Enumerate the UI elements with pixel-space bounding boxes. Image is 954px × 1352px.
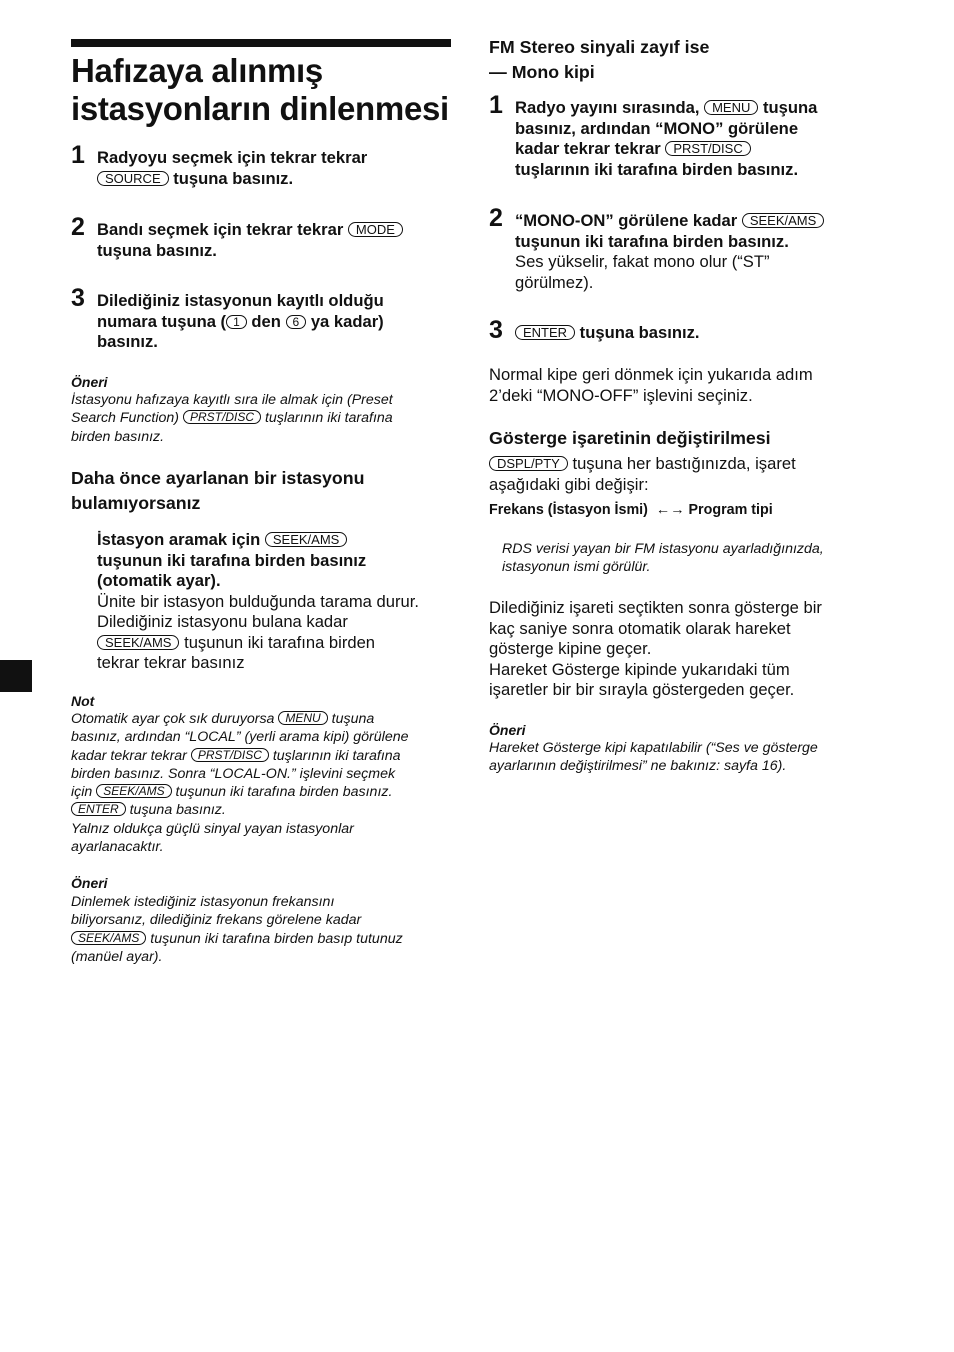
step-number: 2 [71,213,85,241]
step-line: tuşlarının iki tarafına birden basınız. [515,159,799,179]
body-line: 2’deki “MONO-OFF” işlevini seçiniz. [489,385,753,405]
tip-line: İstasyonu hafızaya kayıtlı sıra ile almak için (Preset [71,392,393,408]
note-line: birden basınız. Sonra “LOCAL-ON.” işlevini seçmek [71,765,396,782]
note-line: tuşuna basınız. [125,802,226,819]
note-line: için [71,784,97,801]
note-line: tuşunun iki tarafına birden basınız. [171,784,393,801]
key-1: 1 [226,315,247,329]
note-heading: Not [71,693,95,709]
tip-line: tuşlarının iki tarafına [261,410,393,427]
double-arrow-icon: ←→ [655,502,685,518]
heading-line: — Mono kipi [489,62,595,82]
display-cycle [489,502,879,518]
step-line: Bandı seçmek için tekrar tekrar [97,220,348,239]
auto-line: Dilediğiniz istasyonu bulana kadar [97,612,348,631]
tip-line: Search Function) [71,410,183,427]
body-line: tuşuna her bastığınızda, işaret [567,454,796,473]
dspl-pty-key: DSPL/PTY [489,456,568,471]
step-line: Dilediğiniz istasyonun kayıtlı olduğu [97,291,384,310]
auto-line: (otomatik ayar). [97,571,221,590]
tip-line: birden basınız. [71,428,165,445]
note-line: Otomatik ayar çok sık duruyorsa [71,711,279,727]
auto-line: tuşunun iki tarafına birden [179,632,376,652]
body-line: işaretler bir bir sırayla göstergeden geçer. [489,680,795,699]
display-section-heading: Gösterge işaretinin değiştirilmesi [489,428,771,448]
body-line: Normal kipe geri dönmek için yukarıda adım [489,365,813,384]
body-line: kaç saniye sonra otomatik olarak hareket [489,618,791,638]
note-line: kadar tekrar tekrar [71,747,191,764]
step-number: 3 [71,284,85,312]
step-text [515,98,885,180]
step-line: basınız. [97,332,158,351]
title-line-1: Hafızaya alınmış [71,52,323,89]
heading-line: FM Stereo sinyali zayıf ise [489,37,710,57]
auto-line: tekrar tekrar basınız [97,653,245,672]
step-line: tuşuna [758,98,818,117]
step-line: tuşuna basınız. [575,323,700,342]
tip-line: (manüel ayar). [71,948,163,965]
step-line: basınız, ardından “MONO” görülene [515,118,799,138]
key-6: 6 [286,315,307,329]
step-line: ya kadar) [306,311,384,331]
heading-line: Daha önce ayarlanan bir istasyonu [71,468,365,488]
auto-tune-paragraph [97,530,457,674]
mono-section-heading [489,35,879,85]
note-line: tuşlarının iki tarafına [268,747,401,764]
step-line: Radyoyu seçmek için tekrar tekrar [97,148,368,167]
note-line: RDS verisi yayan bir FM istasyonu ayarladığınızda, [502,541,824,557]
page-title [71,52,461,128]
frequency-label: Frekans (İstasyon İsmi) [489,502,648,518]
step-line: tuşuna basınız. [168,168,294,188]
title-line-2: istasyonların dinlenmesi [71,90,449,127]
prst-disc-key: PRST/DISC [191,748,269,762]
step-line: kadar tekrar tekrar [515,139,666,158]
tip-line: Dinlemek istediğiniz istasyonun frekansını [71,894,335,910]
display-paragraph [489,454,879,495]
prst-disc-key: PRST/DISC [183,410,261,424]
tip-text [71,893,456,966]
seek-ams-key: SEEK/AMS [742,213,824,228]
note-text [71,710,456,856]
tip-line: ayarlarının değiştirilmesi” ne bakınız: sayfa 16). [489,758,787,775]
step-line: Ses yükselir, fakat mono olur (“ST” [515,252,770,271]
step-line: tuşunun iki tarafına birden basınız. [515,231,789,251]
auto-line: Ünite bir istasyon bulduğunda tarama durur. [97,591,419,611]
body-line: Hareket Gösterge kipinde yukarıdaki tüm [489,659,790,679]
tip-heading: Öneri [71,374,108,390]
tip-line: biliyorsanız, dilediğiniz frekans görelene kadar [71,912,362,929]
step-line: den [246,311,286,331]
step-text [97,220,457,261]
body-line: gösterge kipine geçer. [489,639,652,658]
program-type-label: Program tipi [688,502,773,518]
section-heading [71,466,456,516]
step-number: 2 [489,204,503,232]
step-number: 1 [71,141,85,169]
motion-display-paragraph [489,598,879,701]
prst-disc-key: PRST/DISC [665,141,750,156]
note-line: ayarlanacaktır. [71,839,164,856]
title-rule [71,39,451,47]
menu-key: MENU [704,100,758,115]
auto-line: İstasyon aramak için [97,530,265,549]
mode-key: MODE [348,222,403,237]
enter-key: ENTER [515,325,575,340]
tip-heading: Öneri [489,722,526,738]
tip-line: Hareket Gösterge kipi kapatılabilir (“Ses ve gösterge [489,740,818,756]
step-text [97,291,457,353]
note-line: basınız, ardından “LOCAL” (yerli arama kipi) görülene [71,729,409,746]
rds-note [502,540,882,577]
body-line: aşağıdaki gibi değişir: [489,474,649,494]
section-tab-marker [0,660,32,692]
seek-ams-key: SEEK/AMS [265,532,347,547]
seek-ams-key: SEEK/AMS [96,784,171,798]
step-number: 3 [489,316,503,344]
tip-text [71,391,456,446]
step-line: Radyo yayını sırasında, [515,98,705,117]
seek-ams-key: SEEK/AMS [71,931,146,945]
step-text [97,148,457,189]
body-line: Dilediğiniz işareti seçtikten sonra gösterge bir [489,598,822,617]
note-line: tuşuna [327,711,375,727]
note-line: istasyonun ismi görülür. [502,559,651,576]
normal-mode-paragraph [489,365,879,406]
step-line: tuşuna basınız. [97,240,217,260]
step-number: 1 [489,91,503,119]
enter-key: ENTER [71,802,126,816]
tip-heading: Öneri [71,875,108,891]
heading-line: bulamıyorsanız [71,493,201,513]
step-line: “MONO-ON” görülene kadar [515,211,742,230]
step-text [515,323,885,344]
step-line: numara tuşuna ( [97,311,227,331]
note-line: Yalnız oldukça güçlü sinyal yayan istasyonlar [71,820,354,837]
tip-line: tuşunun iki tarafına birden basıp tutunuz [146,930,403,947]
source-key: SOURCE [97,171,169,186]
step-text [515,211,885,293]
menu-key: MENU [278,711,327,725]
step-line: görülmez). [515,272,594,292]
tip-text [489,739,879,776]
auto-line: tuşunun iki tarafına birden basınız [97,550,367,570]
seek-ams-key: SEEK/AMS [97,635,179,650]
